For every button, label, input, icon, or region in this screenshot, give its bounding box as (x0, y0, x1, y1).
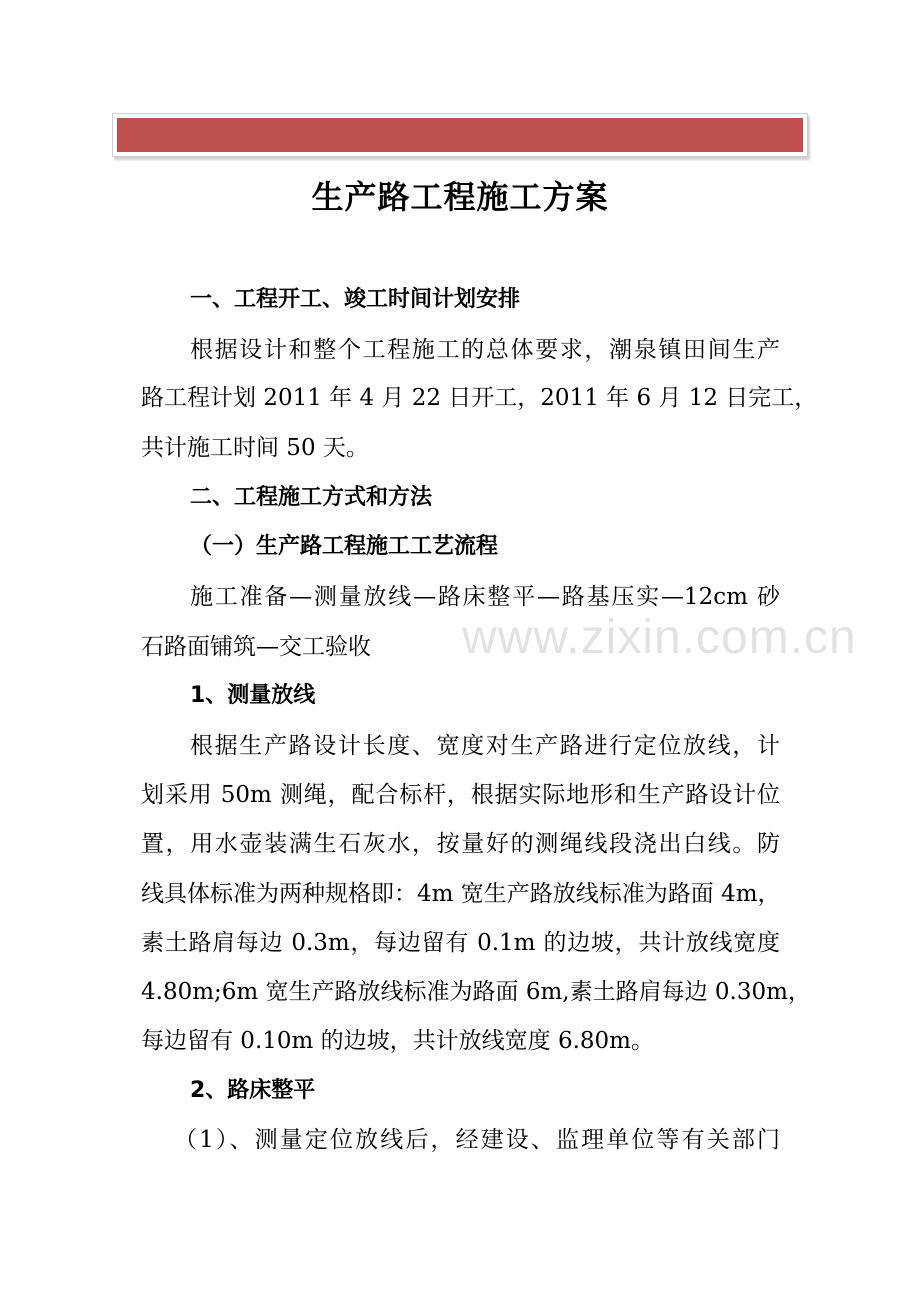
item1-line: 划采用 50m 测绳，配合标杆，根据实际地形和生产路设计位 (141, 782, 780, 808)
item1-line: 每边留有 0.10m 的边坡，共计放线宽度 6.80m。 (141, 1028, 654, 1054)
section1-heading: 一、工程开工、竣工时间计划安排 (190, 287, 521, 312)
item1-heading: 1、测量放线 (190, 683, 316, 708)
item1-line: 4.80m;6m 宽生产路放线标准为路面 6m,素土路肩每边 0.30m， (141, 979, 811, 1005)
header-banner-fill (117, 118, 803, 152)
section1-para-line: 共计施工时间 50 天。 (141, 435, 369, 461)
section2-subheading: （一）生产路工程施工工艺流程 (190, 533, 499, 559)
item1-line: 线具体标准为两种规格即：4m 宽生产路放线标准为路面 4m， (141, 881, 781, 907)
section1-para-line: 根据设计和整个工程施工的总体要求，潮泉镇田间生产 (190, 337, 780, 363)
item2-heading: 2、路床整平 (190, 1078, 316, 1103)
section1-para-line: 路工程计划 2011 年 4 月 22 日开工，2011 年 6 月 12 日完工， (141, 385, 818, 411)
document-title: 生产路工程施工方案 (311, 178, 609, 216)
flow-line: 石路面铺筑—交工验收 (141, 634, 371, 660)
item1-line: 根据生产路设计长度、宽度对生产路进行定位放线，计 (190, 733, 780, 759)
section2-heading: 二、工程施工方式和方法 (190, 485, 433, 510)
watermark: www.zixin.com.cn (462, 611, 857, 664)
item2-line: （1）、测量定位放线后，经建设、监理单位等有关部门 (174, 1127, 780, 1153)
flow-line: 施工准备—测量放线—路床整平—路基压实—12cm 砂 (190, 584, 780, 610)
item1-line: 置，用水壶装满生石灰水，按量好的测绳线段浇出白线。防 (141, 831, 780, 857)
header-banner (112, 113, 808, 157)
item1-line: 素土路肩每边 0.3m，每边留有 0.1m 的边坡，共计放线宽度 (141, 930, 780, 956)
